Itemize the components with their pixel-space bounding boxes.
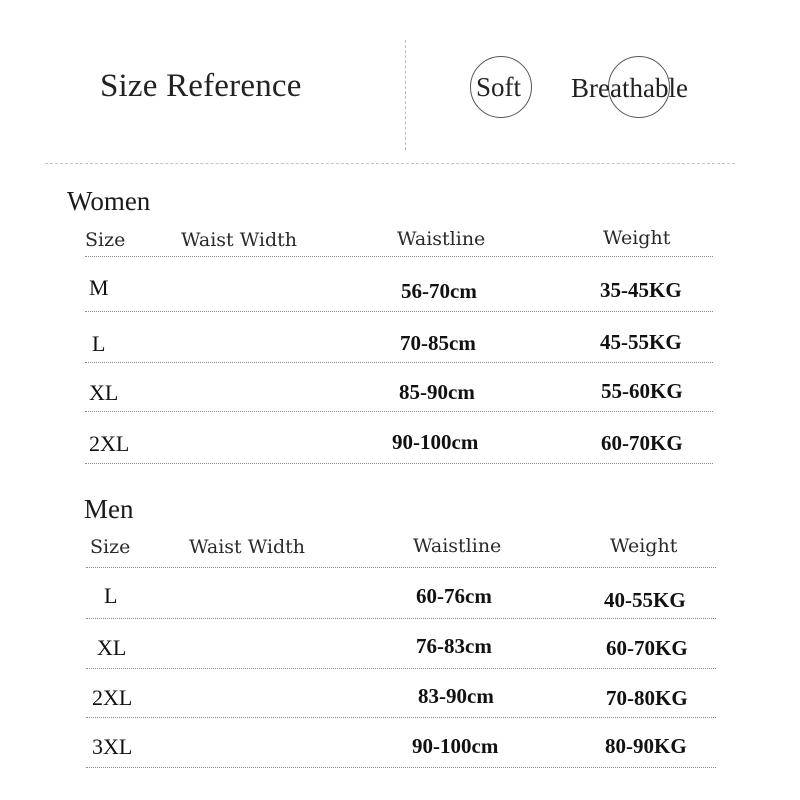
men-row-2-rule (86, 668, 716, 669)
men-row-1-size: L (104, 583, 118, 608)
men-row-3-rule (86, 717, 716, 718)
page-title: Size Reference (100, 68, 302, 104)
women-row-2-weight: 45-55KG (600, 330, 682, 354)
section-divider (45, 163, 735, 164)
women-row-2-rule (85, 362, 713, 363)
women-section-title: Women (67, 186, 151, 216)
women-row-3-size: XL (89, 380, 119, 405)
men-row-2-size: XL (97, 635, 127, 660)
men-row-1-rule (86, 618, 716, 619)
women-row-4-weight: 60-70KG (601, 431, 683, 455)
men-header-rule (86, 567, 716, 568)
men-row-3-waistline: 83-90cm (418, 684, 494, 708)
men-row-4-rule (86, 767, 716, 768)
men-row-4-waistline: 90-100cm (412, 734, 499, 758)
women-row-4-waistline: 90-100cm (392, 430, 479, 454)
header-divider (405, 40, 406, 150)
women-row-2-waistline: 70-85cm (400, 331, 476, 355)
women-row-3-waistline: 85-90cm (399, 380, 475, 404)
women-row-4-rule (85, 463, 713, 464)
women-row-3-weight: 55-60KG (601, 379, 683, 403)
men-row-3-weight: 70-80KG (606, 686, 688, 710)
men-col-waistline: Waistline (413, 535, 502, 557)
women-col-waist-width: Waist Width (181, 229, 298, 251)
men-section-title: Men (84, 494, 134, 524)
women-row-1-size: M (89, 275, 109, 300)
men-col-weight: Weight (610, 535, 678, 557)
soft-badge: Soft (476, 72, 522, 102)
women-row-1-rule (85, 311, 713, 312)
women-row-2-size: L (92, 331, 106, 356)
men-col-waist-width: Waist Width (189, 536, 306, 558)
women-col-size: Size (85, 229, 126, 251)
men-row-4-size: 3XL (92, 734, 133, 759)
men-row-1-weight: 40-55KG (604, 588, 686, 612)
women-col-waistline: Waistline (397, 228, 486, 250)
women-row-3-rule (85, 411, 713, 412)
breathable-badge: Breathable (571, 73, 688, 103)
women-row-1-weight: 35-45KG (600, 278, 682, 302)
men-row-2-waistline: 76-83cm (416, 634, 492, 658)
men-col-size: Size (90, 536, 131, 558)
men-row-1-waistline: 60-76cm (416, 584, 492, 608)
women-header-rule (85, 256, 713, 257)
men-row-3-size: 2XL (92, 685, 133, 710)
women-row-1-waistline: 56-70cm (401, 279, 477, 303)
men-row-2-weight: 60-70KG (606, 636, 688, 660)
women-row-4-size: 2XL (89, 431, 130, 456)
men-row-4-weight: 80-90KG (605, 734, 687, 758)
women-col-weight: Weight (603, 227, 671, 249)
